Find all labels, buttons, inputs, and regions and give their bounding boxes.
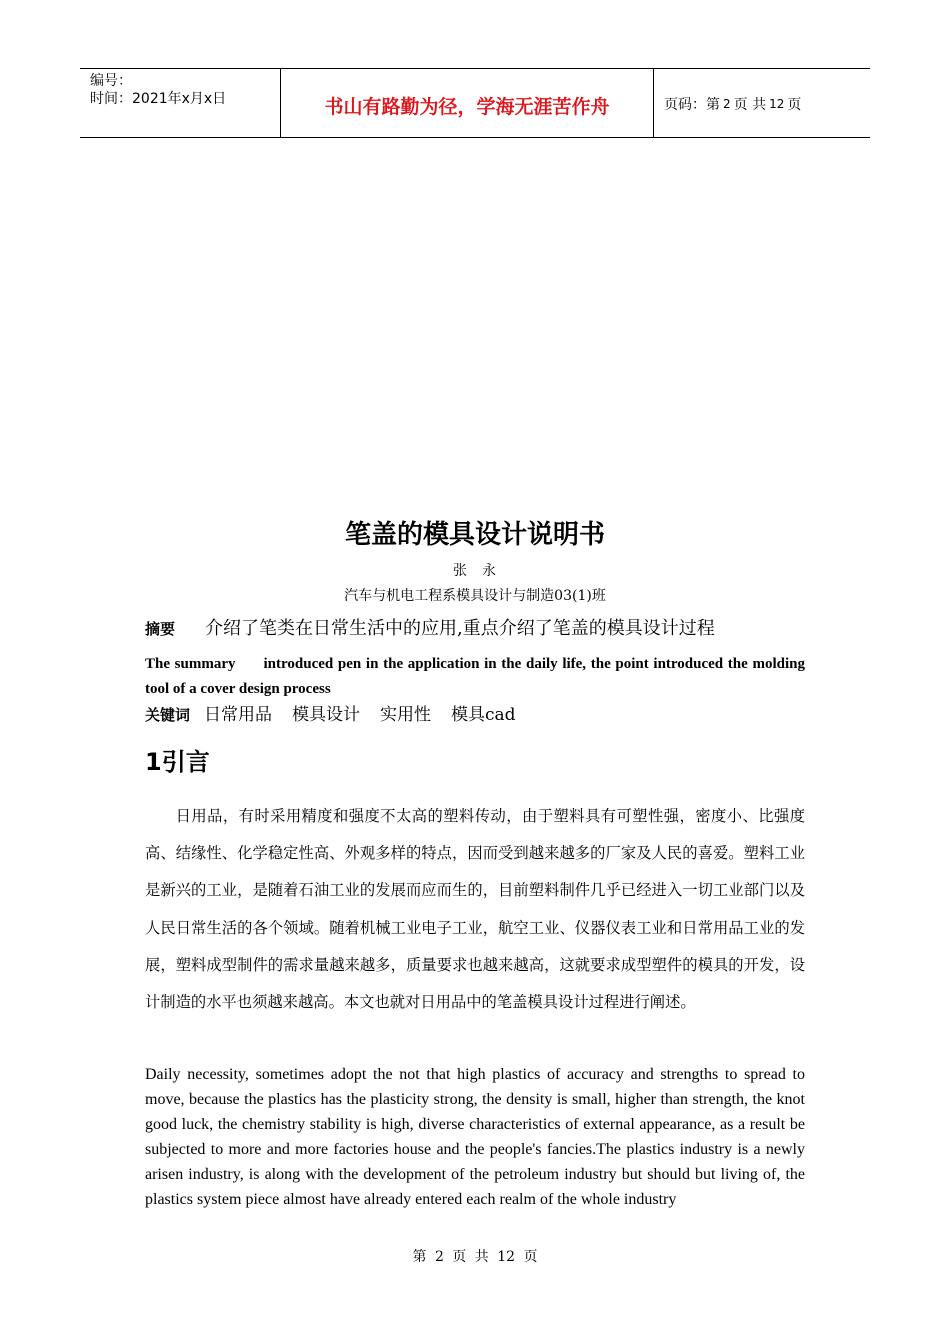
abstract-en-text: introduced pen in the application in the daily life, the point introduced the molding tool of a cover design process [145,656,805,697]
header-page-mid: 页 共 [733,97,767,113]
header-page-info [654,69,870,137]
department: 汽车与机电工程系模具设计与制造03(1)班 [344,588,606,604]
author-given: 永 [482,563,497,579]
header-meta [80,69,281,137]
abstract-en-label: The summary [145,656,236,672]
document-title: 笔盖的模具设计说明书 [344,520,605,550]
header-page-current: 2 [723,97,731,111]
page-header [80,68,870,138]
keywords-label: 关键词 [145,706,191,724]
abstract-cn [145,616,805,642]
header-page-total: 12 [769,97,785,111]
keyword-item: 日常用品 [204,705,273,725]
header-number: 编号： [90,73,132,89]
header-page-suffix: 页 [787,97,802,113]
author-surname: 张 [453,563,468,579]
section-heading: 1引言 [145,748,210,776]
keywords [145,702,805,728]
header-page-prefix: 页码：第 [664,97,720,113]
keyword-item: 模具设计 [292,705,361,725]
page-footer: 第 2 页 共 12 页 [412,1249,538,1265]
keyword-item: 实用性 [380,705,432,725]
header-time: 时间：2021年x月x日 [90,91,227,107]
header-motto: 书山有路勤为径，学海无涯苦作舟 [281,69,654,137]
paragraph-cn: 日用品，有时采用精度和强度不太高的塑料传动，由于塑料具有可塑性强，密度小、比强度高、结缘性、化学稳定性高、外观多样的特点，因而受到越来越多的厂家及人民的喜爱。塑料工业是新兴的工业，是随着石油工业的发展而应而生的，目前塑料制件几乎已经进入一切工业部门以及人民日常生活的各个领域。随着机械工业电子工业，航空工业、仪器仪表工业和日常用品工业的发展，塑料成型制件的需求量越来越多，质量要求也越来越高，这就要求成型塑件的模具的开发，设计制造的水平也须越来越高。本文也就对日用品中的笔盖模具设计过程进行阐述。 [145,807,805,1012]
abstract-cn-text: 介绍了笔类在日常生活中的应用,重点介绍了笔盖的模具设计过程 [205,618,715,639]
author [0,560,950,580]
abstract-en [145,652,805,702]
keyword-item: 模具cad [451,705,516,725]
abstract-cn-label: 摘要 [145,620,176,638]
paragraph-en: Daily necessity, sometimes adopt the not that high plastics of accuracy and strengths to spread to move, because the plastics has the plasticity strong, the density is small, higher than strength, the knot good luck, the chemistry stability is high, diverse characteristics of external appearance, as a result be subjected to more and more factories house and the people's fancies.The plastics industry is a newly arisen industry, is along with the development of the petroleum industry but should but living of, the plastics system piece almost have already entered each realm of the whole industry [145,1066,805,1208]
